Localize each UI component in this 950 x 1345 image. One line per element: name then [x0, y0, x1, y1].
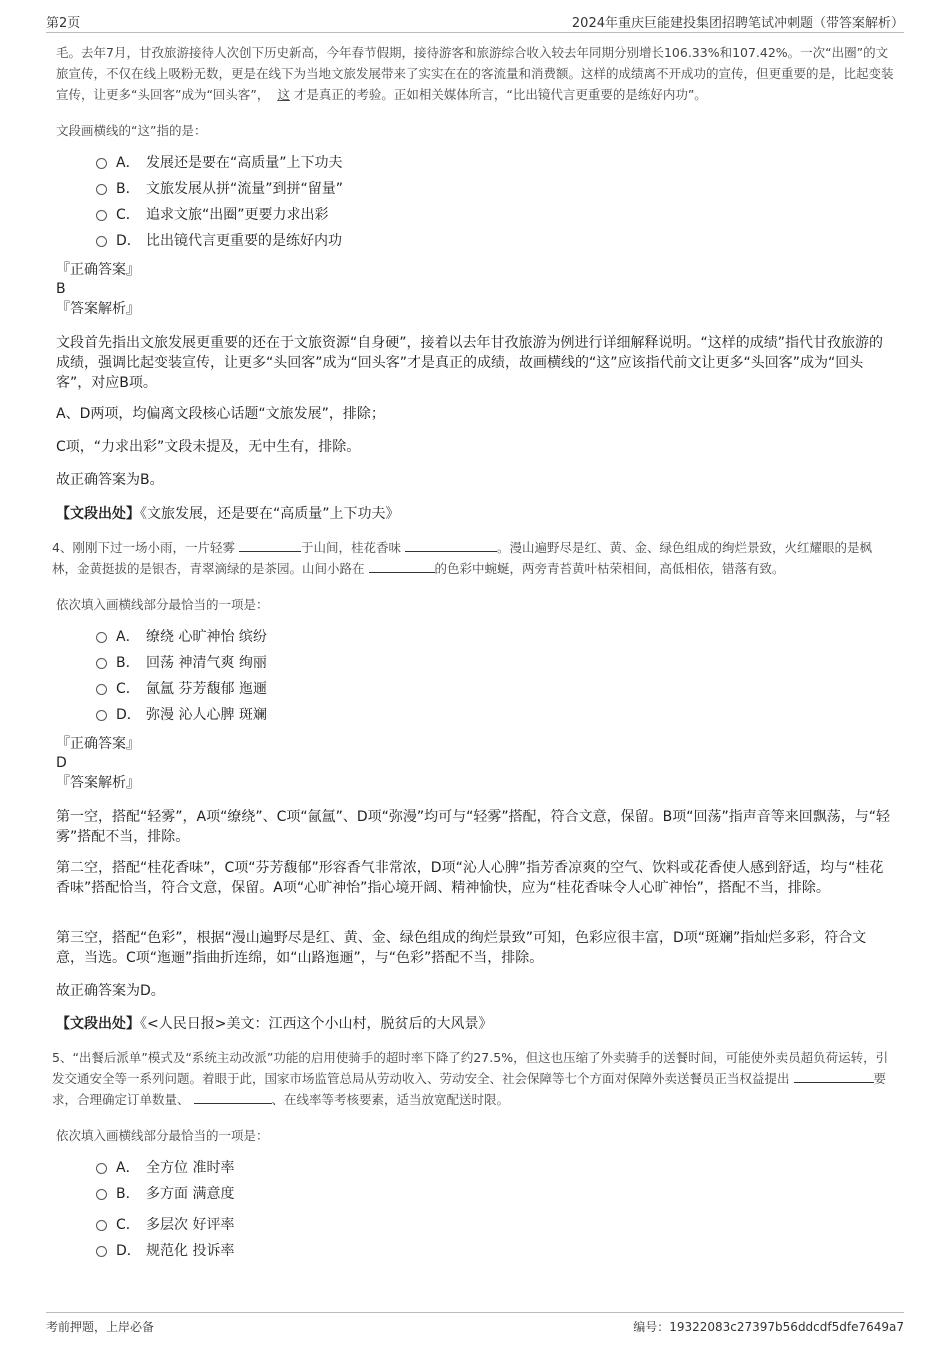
- q5-option-a[interactable]: A． 全方位 准时率: [96, 1158, 234, 1178]
- blank-2: [405, 539, 497, 552]
- q3-passage: 毛。去年7月，甘孜旅游接待人次创下历史新高，今年春节假期，接待游客和旅游综合收入较去年同期分别增长106.33%和107.42%。一次“出圈”的文旅宣传，不仅在线上吸粉无数，更是在线下为当地文旅发展带来了实实在在的客流量和消费额。这样的成绩离不开成功的宣传，但更重要的是，比起变装宣传，让更多“头回客”成为“回头客”， 这 才是真正的考验。正如相关媒体所言，“比出镜代言更重要的是练好内功”。: [56, 45, 894, 102]
- radio-icon[interactable]: [96, 658, 107, 669]
- q3-option-c[interactable]: C． 追求文旅“出圈”更要力求出彩: [96, 205, 329, 225]
- radio-icon[interactable]: [96, 236, 107, 247]
- q4-analysis-2: 第二空，搭配“桂花香味”，C项“芬芳馥郁”形容香气非常浓，D项“沁人心脾”指芳香凉爽的空气、饮料或花香使人感到舒适，均与“桂花香味”搭配恰当，符合文意，保留。A项“心旷神怡”指心境开阔、精神愉快，应为“桂花香味令人心旷神怡”，搭配不当，排除。: [56, 860, 884, 896]
- radio-icon[interactable]: [96, 710, 107, 721]
- document-title: 2024年重庆巨能建投集团招聘笔试冲刺题（带答案解析）: [571, 16, 904, 31]
- blank-2: [194, 1091, 272, 1104]
- q3-option-b[interactable]: B． 文旅发展从拼“流量”到拼“留量”: [96, 179, 343, 199]
- q3-analysis-3: C项，“力求出彩”文段未提及，无中生有，排除。: [56, 439, 361, 455]
- q4-option-c[interactable]: C． 氤氲 芬芳馥郁 迤逦: [96, 679, 267, 699]
- q3-answer-label: 『正确答案』: [56, 262, 140, 278]
- radio-icon[interactable]: [96, 684, 107, 695]
- page-footer: [46, 1312, 904, 1334]
- radio-icon[interactable]: [96, 184, 107, 195]
- radio-icon[interactable]: [96, 1246, 107, 1257]
- q4-option-d[interactable]: D． 弥漫 沁人心脾 斑斓: [96, 705, 267, 725]
- q3-analysis-label: 『答案解析』: [56, 301, 140, 317]
- footer-slogan: 考前押题，上岸必备: [46, 1320, 155, 1334]
- radio-icon[interactable]: [96, 1189, 107, 1200]
- q5-question: 依次填入画横线部分最恰当的一项是：: [56, 1128, 269, 1143]
- radio-icon[interactable]: [96, 1220, 107, 1231]
- q4-option-b[interactable]: B． 回荡 神清气爽 绚丽: [96, 653, 267, 673]
- q4-analysis-3: 第三空，搭配“色彩”，根据“漫山遍野尽是红、黄、金、绿色组成的绚烂景致”可知，色彩应很丰富，D项“斑斓”指灿烂多彩，符合文意，当选。C项“迤逦”指曲折连绵，如“山路迤逦”，与“色彩”搭配不当，排除。: [56, 930, 867, 966]
- q3-analysis-2: A、D两项，均偏离文段核心话题“文旅发展”，排除；: [56, 406, 385, 422]
- q4-question: 依次填入画横线部分最恰当的一项是：: [56, 597, 269, 612]
- q3-source: 【文段出处】《文旅发展，还是要在“高质量”上下功夫》: [56, 506, 400, 522]
- q4-answer-label: 『正确答案』: [56, 736, 140, 752]
- q4-option-a[interactable]: A． 缭绕 心旷神怡 缤纷: [96, 627, 267, 647]
- footer-id: 编号：19322083c27397b56ddcdf5dfe7649a7: [633, 1320, 904, 1334]
- blank-1: [794, 1070, 874, 1083]
- q4-analysis-1: 第一空，搭配“轻雾”，A项“缭绕”、C项“氤氲”、D项“弥漫”均可与“轻雾”搭配，符合文意，保留。B项“回荡”指声音等来回飘荡，与“轻雾”搭配不当，排除。: [56, 809, 891, 845]
- q4-analysis-4: 故正确答案为D。: [56, 983, 165, 999]
- q3-question: 文段画横线的“这”指的是：: [56, 123, 207, 138]
- q3-answer: B: [56, 281, 66, 297]
- page-header: [46, 10, 904, 33]
- q5-option-b[interactable]: B． 多方面 满意度: [96, 1184, 234, 1204]
- radio-icon[interactable]: [96, 158, 107, 169]
- blank-3: [369, 560, 435, 573]
- q4-answer: D: [56, 755, 67, 771]
- radio-icon[interactable]: [96, 210, 107, 221]
- q5-passage: 5、“出餐后派单”模式及“系统主动改派”功能的启用使骑手的超时率下降了约27.5%，但这也压缩了外卖骑手的送餐时间，可能使外卖员超负荷运转，引发交通安全等一系列问题。着眼于此，国家市场监管总局从劳动收入、劳动安全、社会保障等七个方面对保障外卖送餐员正当权益提出 要求，合理确定订单数量、 、在线率等考核要素，适当放宽配送时限。: [52, 1050, 889, 1107]
- q5-option-d[interactable]: D． 规范化 投诉率: [96, 1241, 234, 1261]
- q4-source: 【文段出处】《<人民日报>美文：江西这个小山村，脱贫后的大风景》: [56, 1016, 493, 1032]
- q3-option-a[interactable]: A． 发展还是要在“高质量”上下功夫: [96, 153, 343, 173]
- q4-analysis-label: 『答案解析』: [56, 775, 140, 791]
- q3-analysis-4: 故正确答案为B。: [56, 472, 164, 488]
- q3-option-d[interactable]: D． 比出镜代言更重要的是练好内功: [96, 231, 342, 251]
- q5-option-c[interactable]: C． 多层次 好评率: [96, 1215, 234, 1235]
- q3-analysis-1: 文段首先指出文旅发展更重要的还在于文旅资源“自身硬”，接着以去年甘孜旅游为例进行详细解释说明。“这样的成绩”指代甘孜旅游的成绩，强调比起变装宣传，让更多“头回客”成为“回头客”才是真正的成绩，故画横线的“这”应该指代前文让更多“头回客”成为“回头客”，对应B项。: [56, 335, 884, 391]
- radio-icon[interactable]: [96, 632, 107, 643]
- radio-icon[interactable]: [96, 1163, 107, 1174]
- q4-passage: 4、刚刚下过一场小雨，一片轻雾 于山间，桂花香味 。漫山遍野尽是红、黄、金、绿色组成的绚烂景致，火红耀眼的是枫林，金黄挺拔的是银杏，青翠滴绿的是茶园。山间小路在 的色彩中蜿蜒，两旁青苔黄叶枯荣相间，高低相依，错落有致。: [52, 540, 872, 576]
- underlined-word: 这: [277, 87, 290, 102]
- page-number: 第2页: [46, 16, 81, 31]
- blank-1: [239, 539, 301, 552]
